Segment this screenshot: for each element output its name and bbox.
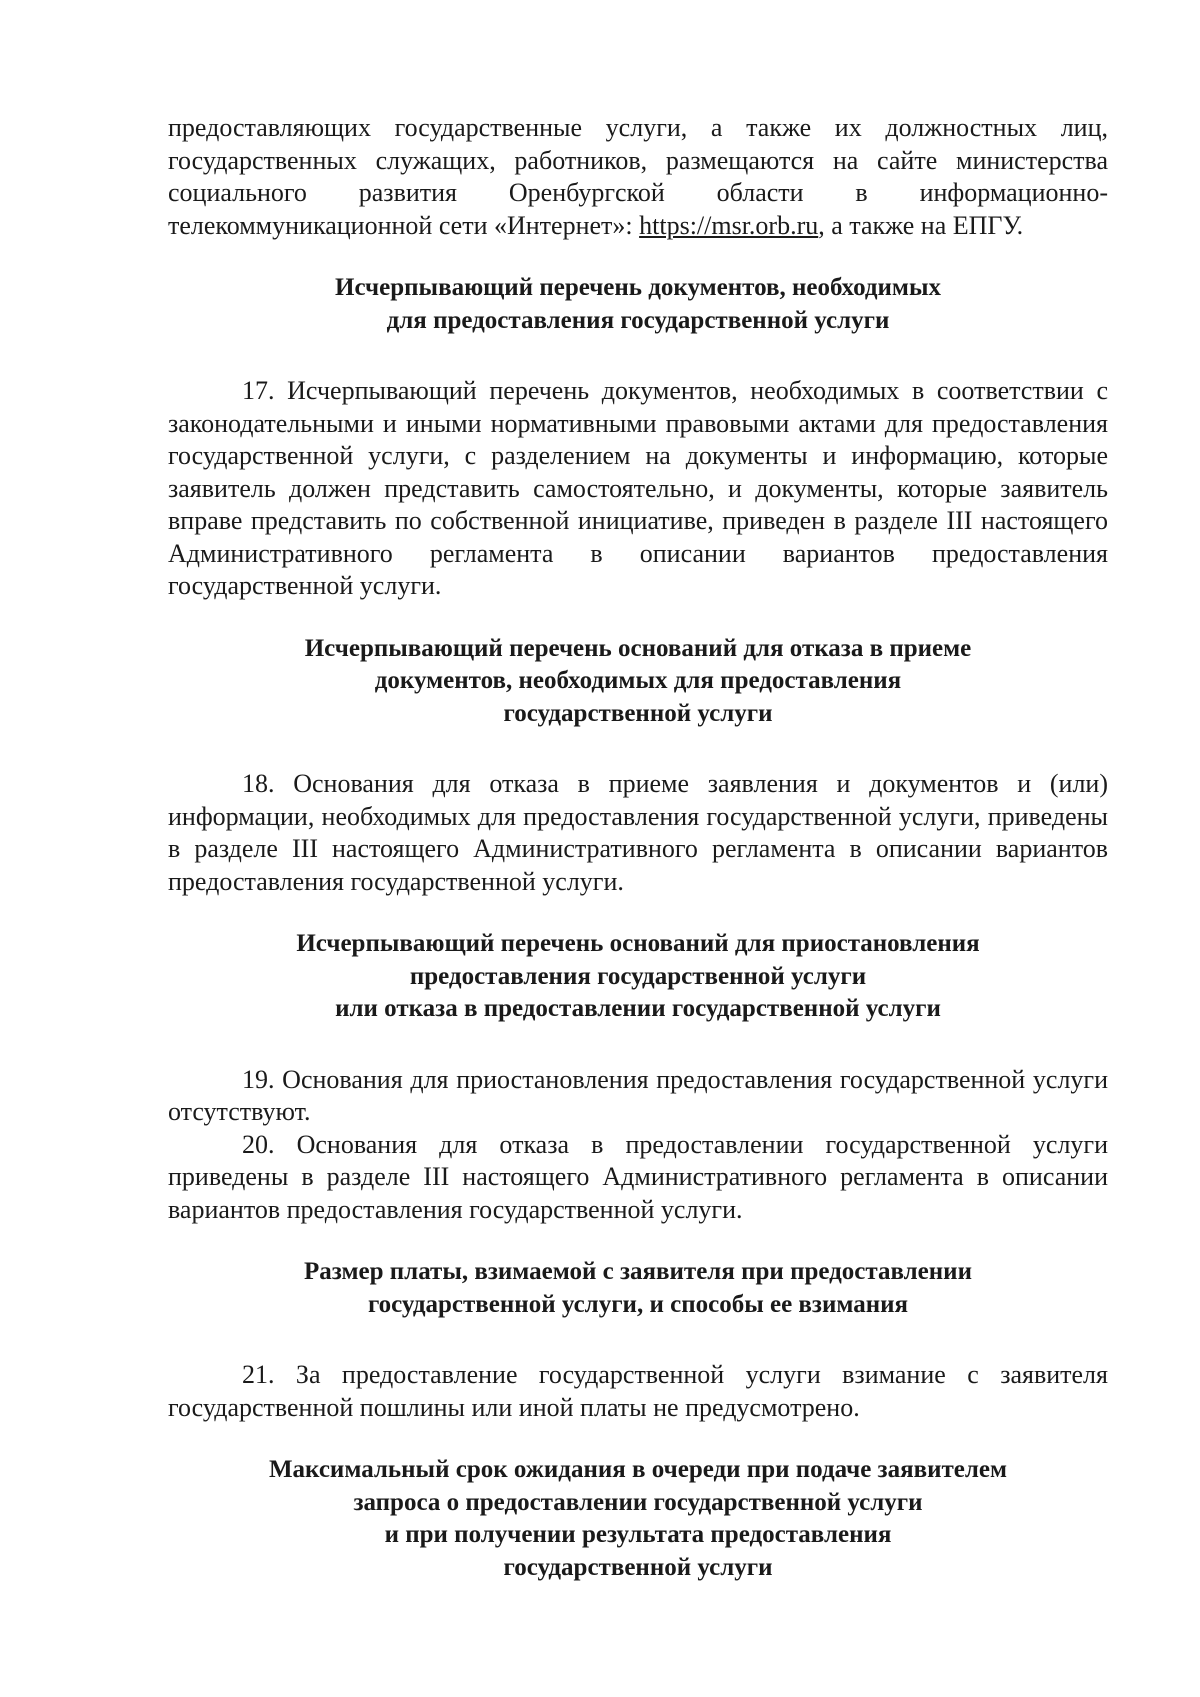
document-body <box>168 112 1108 1584</box>
paragraph-18: 18. Основания для отказа в приеме заявления и документов и (или) информации, необходимых для предоставления государственной услуги, приведены в разделе III настоящего Административного регламента в описании вариантов предоставления государственной услуги. <box>168 769 1108 896</box>
heading-fee: Размер платы, взимаемой с заявителя при предоставлении государственной услуги, и способы ее взимания <box>304 1258 972 1318</box>
paragraph-20: 20. Основания для отказа в предоставлении государственной услуги приведены в разделе III настоящего Административного регламента в описании вариантов предоставления государственной услуги. <box>168 1129 1108 1224</box>
ministry-website-link[interactable]: https://msr.orb.ru <box>639 210 819 240</box>
paragraph-17: 17. Исчерпывающий перечень документов, необходимых в соответствии с законодательными и иными нормативными правовыми актами для предоставления государственной услуги, с разделением на документы и информацию, которые заявитель должен представить самостоятельно, и документы, которые заявитель вправе представить по собственной инициативе, приведен в разделе III настоящего Административного регламента в описании вариантов предоставления государственной услуги. <box>168 376 1108 600</box>
heading-queue-time: Максимальный срок ожидания в очереди при подаче заявителем запроса о предоставлении государственной услуги и при получении результата предоставления государственной услуги <box>268 1456 1008 1581</box>
intro-text-end: , а также на ЕПГУ. <box>818 210 1024 240</box>
intro-text: предоставляющих государственные услуги, а также их должностных лиц, государственных служащих, работников, размещаются на сайте министерства социального развития Оренбургской области в информационно-телекоммуникационной сети «Интернет»: <box>168 113 1108 240</box>
heading-suspension-grounds: Исчерпывающий перечень оснований для приостановления предоставления государственной услуги или отказа в предоставлении государственной услуги <box>296 930 980 1022</box>
heading-documents-list: Исчерпывающий перечень документов, необходимых для предоставления государственной услуги <box>335 274 941 334</box>
heading-refusal-grounds: Исчерпывающий перечень оснований для отказа в приеме документов, необходимых для предоставления государственной услуги <box>304 634 972 727</box>
paragraph-21: 21. За предоставление государственной услуги взимание с заявителя государственной пошлины или иной платы не предусмотрено. <box>168 1360 1108 1422</box>
paragraph-19: 19. Основания для приостановления предоставления государственной услуги отсутствуют. <box>168 1064 1108 1126</box>
intro-paragraph <box>168 112 1108 242</box>
